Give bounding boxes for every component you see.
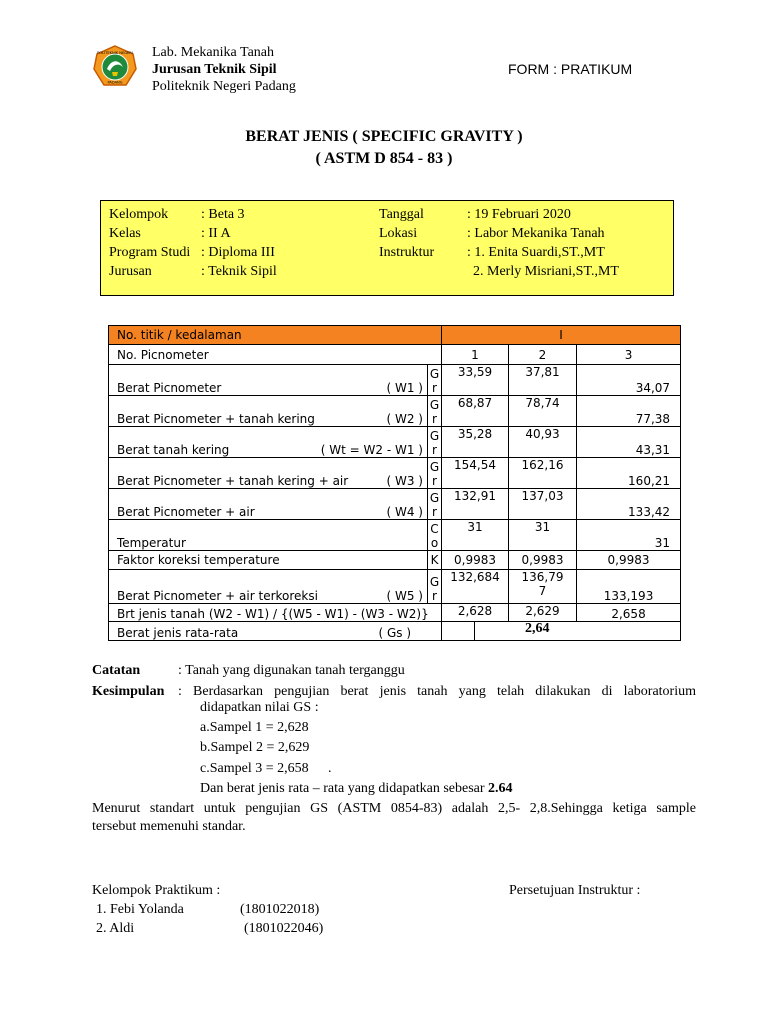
tanggal-value: : 19 Februari 2020: [467, 207, 571, 222]
table-row: Berat Picnometer ( W1 ) G r 33,59 37,81 34,07: [109, 365, 681, 396]
table-row: Temperatur C o 31 31 31: [109, 520, 681, 551]
lokasi-label: Lokasi: [379, 226, 418, 241]
lab-name: Lab. Mekanika Tanah: [152, 45, 274, 60]
gs-average-value: 2,64: [475, 622, 681, 641]
member-1-id: (1801022018): [240, 902, 320, 917]
table-row: No. Picnometer 1 2 3: [109, 345, 681, 365]
page-title: BERAT JENIS ( SPECIFIC GRAVITY ): [245, 128, 523, 145]
persetujuan-instruktur-label: Persetujuan Instruktur :: [509, 883, 641, 898]
sampel-1: a.Sampel 1 = 2,628: [200, 720, 309, 735]
rata-rata-text: Dan berat jenis rata – rata yang didapatkan sebesar 2.64: [200, 781, 513, 796]
kelas-value: : II A: [201, 226, 231, 241]
table-row: Berat tanah kering ( Wt = W2 - W1 ) G r 35,28 40,93 43,31: [109, 427, 681, 458]
table-row: Faktor koreksi temperature K 0,9983 0,9983 0,9983: [109, 551, 681, 570]
kelompok-value: : Beta 3: [201, 207, 245, 222]
jurusan-label: Jurusan: [109, 264, 152, 279]
form-label: FORM : PRATIKUM: [508, 61, 633, 77]
kesimpulan-text: : Berdasarkan pengujian berat jenis tanah yang telah dilakukan di laboratorium: [178, 684, 696, 699]
sampel-3-dot: .: [328, 761, 332, 776]
specific-gravity-table: [108, 325, 681, 641]
institution-name: Politeknik Negeri Padang: [152, 79, 296, 94]
kesimpulan-text-2: didapatkan nilai GS :: [200, 700, 319, 715]
table-row: Brt jenis tanah (W2 - W1) / {(W5 - W1) - (W3 - W2)} 2,628 2,629 2,658: [109, 604, 681, 622]
standar-text: Menurut standart untuk pengujian GS (ASTM 0854-83) adalah 2,5- 2,8.Sehingga ketiga sample: [92, 801, 696, 816]
instruktur-value: : 1. Enita Suardi,ST.,MT: [467, 245, 605, 260]
svg-text:PADANG: PADANG: [107, 80, 123, 85]
catatan-text: : Tanah yang digunakan tanah terganggu: [178, 663, 405, 678]
member-2-id: (1801022046): [244, 921, 324, 936]
sampel-3: c.Sampel 3 = 2,658: [200, 761, 309, 776]
instruktur-value-2: 2. Merly Misriani,ST.,MT: [473, 264, 619, 279]
table-row: Berat jenis rata-rata ( Gs ) 2,64: [109, 622, 681, 641]
prodi-label: Program Studi: [109, 245, 191, 260]
rata-rata-value: 2.64: [488, 781, 513, 796]
prodi-value: : Diploma III: [201, 245, 275, 260]
department-name: Jurusan Teknik Sipil: [152, 62, 277, 77]
svg-text:POLITEKNIK NEGERI: POLITEKNIK NEGERI: [97, 51, 133, 55]
table-row: Berat Picnometer + air terkoreksi ( W5 ) G r 132,684 136,79 7 133,193: [109, 570, 681, 604]
instruktur-label: Instruktur: [379, 245, 435, 260]
header-group-cell: I: [442, 326, 681, 345]
info-box: [100, 200, 674, 296]
member-2-name: 2. Aldi: [96, 921, 135, 936]
member-1-name: 1. Febi Yolanda: [96, 902, 184, 917]
kelompok-praktikum-label: Kelompok Praktikum :: [92, 883, 221, 898]
kesimpulan-label: Kesimpulan: [92, 684, 165, 699]
catatan-label: Catatan: [92, 663, 141, 678]
lokasi-value: : Labor Mekanika Tanah: [467, 226, 605, 241]
header-label-cell: No. titik / kedalaman: [109, 326, 442, 345]
jurusan-value: : Teknik Sipil: [201, 264, 277, 279]
table-row: Berat Picnometer + air ( W4 ) G r 132,91 137,03 133,42: [109, 489, 681, 520]
sampel-2: b.Sampel 2 = 2,629: [200, 740, 310, 755]
table-header-row: [109, 326, 681, 345]
table-row: Berat Picnometer + tanah kering + air ( W3 ) G r 154,54 162,16 160,21: [109, 458, 681, 489]
institution-logo: [93, 45, 137, 89]
standar-text-2: tersebut memenuhi standar.: [92, 819, 246, 834]
table-row: Berat Picnometer + tanah kering ( W2 ) G r 68,87 78,74 77,38: [109, 396, 681, 427]
page-subtitle: ( ASTM D 854 - 83 ): [315, 150, 453, 167]
kelompok-label: Kelompok: [109, 207, 169, 222]
tanggal-label: Tanggal: [379, 207, 424, 222]
kelas-label: Kelas: [109, 226, 141, 241]
